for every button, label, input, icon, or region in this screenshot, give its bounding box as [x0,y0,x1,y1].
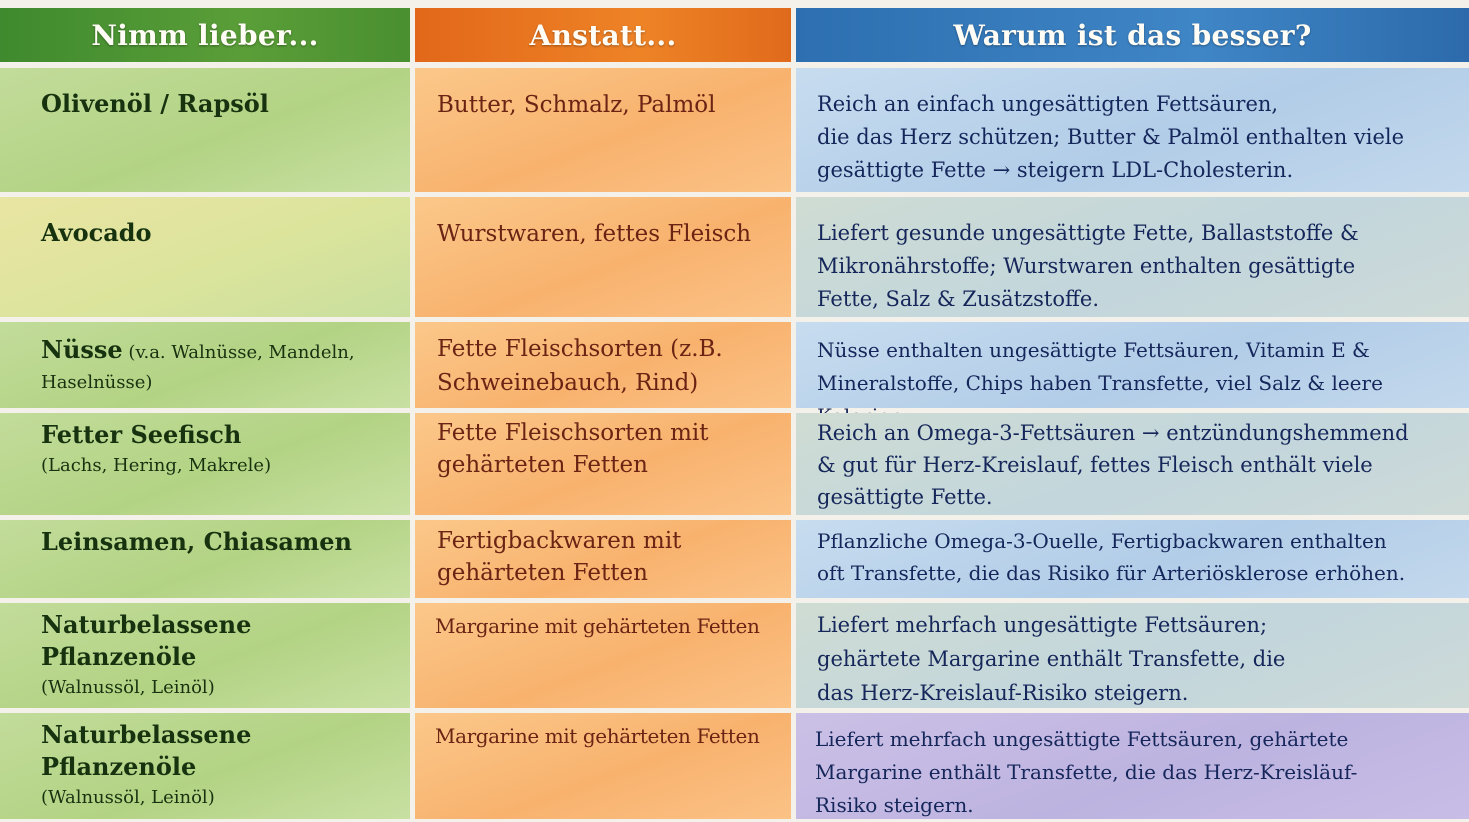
table-row-6-instead [415,603,791,708]
instead-text: Margarine mit gehärteten Fetten [435,614,760,638]
table-row-2-why [796,197,1469,317]
table-row-1-why [796,68,1469,192]
prefer-subtitle: (v.a. Walnüsse, Mandeln, Haselnüsse) [41,342,355,393]
why-text: Liefert gesunde ungesättigte Fette, Ballaststoffe & Mikronährstoffe; Wurstwaren enthalten gesättigte Fette, Salz & Zusätzstoffe. [817,221,1359,311]
prefer-name: Olivenöl / Rapsöl [41,89,269,118]
prefer-subtitle: (Lachs, Hering, Makrele) [41,455,272,476]
prefer-subtitle: (Walnussöl, Leinöl) [41,677,215,698]
header-instead: Anstatt... [415,8,791,62]
instead-text: Wurstwaren, fettes Fleisch [437,221,752,247]
table-row-4-why [796,413,1469,515]
table-row-4-prefer [0,413,410,515]
table-row-3-why [796,322,1469,408]
prefer-name: Naturbelassene Pflanzenöle [41,720,252,781]
table-row-3-prefer [0,322,410,408]
header-prefer: Nimm lieber... [0,8,410,62]
table-row-3-instead [415,322,791,408]
table-row-2-instead [415,197,791,317]
instead-text: Fertigbackwaren mit gehärteten Fetten [437,528,682,586]
instead-text: Fette Fleischsorten mit gehärteten Fetten [437,420,709,478]
table-row-6-why [796,603,1469,708]
table-row-6-prefer [0,603,410,708]
table-row-1-prefer [0,68,410,192]
table-row-2-prefer [0,197,410,317]
instead-text: Fette Fleischsorten (z.B. Schweinebauch, Rind) [437,336,723,396]
header-why: Warum ist das besser? [796,8,1469,62]
prefer-name: Leinsamen, Chiasamen [41,527,352,556]
why-text: Liefert mehrfach ungesättigte Fettsäuren, gehärtete Margarine enthält Transfette, die das Herz-Kreisläuf- Risiko steigern. [815,727,1358,817]
instead-text: Margarine mit gehärteten Fetten [435,724,760,748]
table-row-5-why [796,520,1469,598]
prefer-name: Naturbelassene Pflanzenöle [41,610,252,671]
table-row-7-why [796,713,1469,819]
instead-text: Butter, Schmalz, Palmöl [437,92,716,118]
prefer-block [41,334,396,398]
why-text: Pflanzliche Omega-3-Ouelle, Fertigbackwaren enthalten oft Transfette, die das Risiko für Arteriösklerose erhöhen. [817,529,1406,585]
table-row-7-prefer [0,713,410,819]
table-row-4-instead [415,413,791,515]
why-text: Nüsse enthalten ungesättigte Fettsäuren, Vitamin E & Mineralstoffe, Chips haben Transfette, viel Salz & leere [817,338,1383,395]
table-row-5-prefer [0,520,410,598]
prefer-name: Avocado [41,218,152,247]
table-row-5-instead [415,520,791,598]
prefer-subtitle: (Walnussöl, Leinöl) [41,787,215,808]
table-row-7-instead [415,713,791,819]
table-row-1-instead [415,68,791,192]
prefer-name: Fetter Seefisch [41,420,242,449]
why-text: Reich an Omega-3-Fettsäuren → entzündungshemmend & gut für Herz-Kreislauf, fettes Fleisch enthält viele gesättigte Fette. [817,421,1409,509]
why-text: Reich an einfach ungesättigten Fettsäuren, die das Herz schützen; Butter & Palmöl enthalten viele gesättigte Fette → steigern LDL-Cholesterin. [817,92,1405,182]
prefer-name: Nüsse [41,335,123,364]
why-text: Liefert mehrfach ungesättigte Fettsäuren; gehärtete Margarine enthält Transfette, die das Herz-Kreislauf-Risiko steigern. [817,613,1286,705]
